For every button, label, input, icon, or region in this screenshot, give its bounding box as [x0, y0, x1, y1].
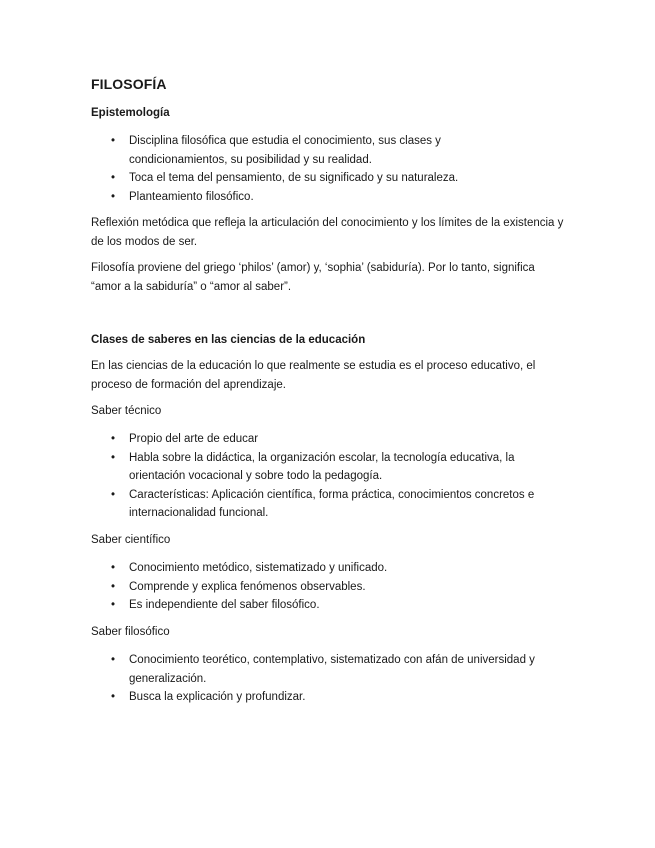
list-item-text: Propio del arte de educar — [129, 433, 259, 445]
saber-cientifico-list — [91, 559, 566, 615]
bullet-icon: • — [111, 433, 116, 445]
list-item — [91, 430, 566, 449]
paragraph-etimologia: Filosofía proviene del griego ‘philos’ (amor) y, ‘sophia’ (sabiduría). Por lo tanto, significa “amor a la sabiduría” o “amor al saber”. — [91, 262, 535, 293]
saber-tecnico-list — [91, 430, 566, 523]
label-saber-tecnico: Saber técnico — [91, 405, 162, 417]
heading-clases-saberes: Clases de saberes en las ciencias de la educación — [91, 334, 366, 346]
list-item-text: Habla sobre la didáctica, la organización escolar, la tecnología educativa, la orientación vocacional y sobre todo la pedagogía. — [129, 451, 515, 483]
list-item-text: Busca la explicación y profundizar. — [129, 691, 306, 704]
bullet-icon: • — [111, 451, 116, 464]
epistemologia-list — [91, 132, 566, 206]
bullet-icon: • — [111, 135, 116, 147]
list-item-text: Conocimiento metódico, sistematizado y unificado. — [129, 562, 388, 574]
list-item — [91, 688, 566, 707]
list-item — [91, 188, 566, 207]
list-item — [91, 596, 566, 615]
paragraph-intro-clases: En las ciencias de la educación lo que realmente se estudia es el proceso educativo, el proceso de formación del aprendizaje. — [91, 360, 536, 391]
label-saber-filosofico: Saber filosófico — [91, 626, 170, 638]
list-item-text: Planteamiento filosófico. — [129, 190, 254, 203]
list-item — [91, 651, 549, 688]
list-item-text: Es independiente del saber filosófico. — [129, 599, 320, 612]
bullet-icon: • — [111, 654, 116, 666]
list-item-text: Comprende y explica fenómenos observables. — [129, 580, 366, 593]
document-title: FILOSOFÍA — [91, 76, 167, 92]
bullet-icon: • — [111, 172, 116, 185]
paragraph-reflexion: Reflexión metódica que refleja la articulación del conocimiento y los límites de la existencia y de los modos de ser. — [91, 217, 564, 248]
label-saber-cientifico: Saber científico — [91, 534, 171, 546]
bullet-icon: • — [111, 580, 116, 593]
list-item-text: Disciplina filosófica que estudia el conocimiento, sus clases y condicionamientos, su posibilidad y su realidad. — [129, 135, 441, 166]
bullet-icon: • — [111, 190, 116, 203]
saber-filosofico-list — [91, 651, 566, 707]
bullet-icon: • — [111, 691, 116, 704]
list-item — [91, 486, 569, 523]
bullet-icon: • — [111, 562, 116, 574]
list-item — [91, 449, 566, 486]
bullet-icon: • — [111, 599, 116, 612]
list-item — [91, 169, 566, 188]
heading-epistemologia: Epistemología — [91, 107, 170, 119]
list-item — [91, 559, 566, 578]
list-item — [91, 578, 566, 597]
list-item-text: Conocimiento teorético, contemplativo, sistematizado con afán de universidad y generalización. — [129, 654, 535, 685]
list-item — [91, 132, 489, 169]
list-item-text: Toca el tema del pensamiento, de su significado y su naturaleza. — [129, 172, 459, 185]
bullet-icon: • — [111, 488, 116, 501]
list-item-text: Características: Aplicación científica, forma práctica, conocimientos concretos e internacionalidad funcional. — [129, 488, 535, 520]
